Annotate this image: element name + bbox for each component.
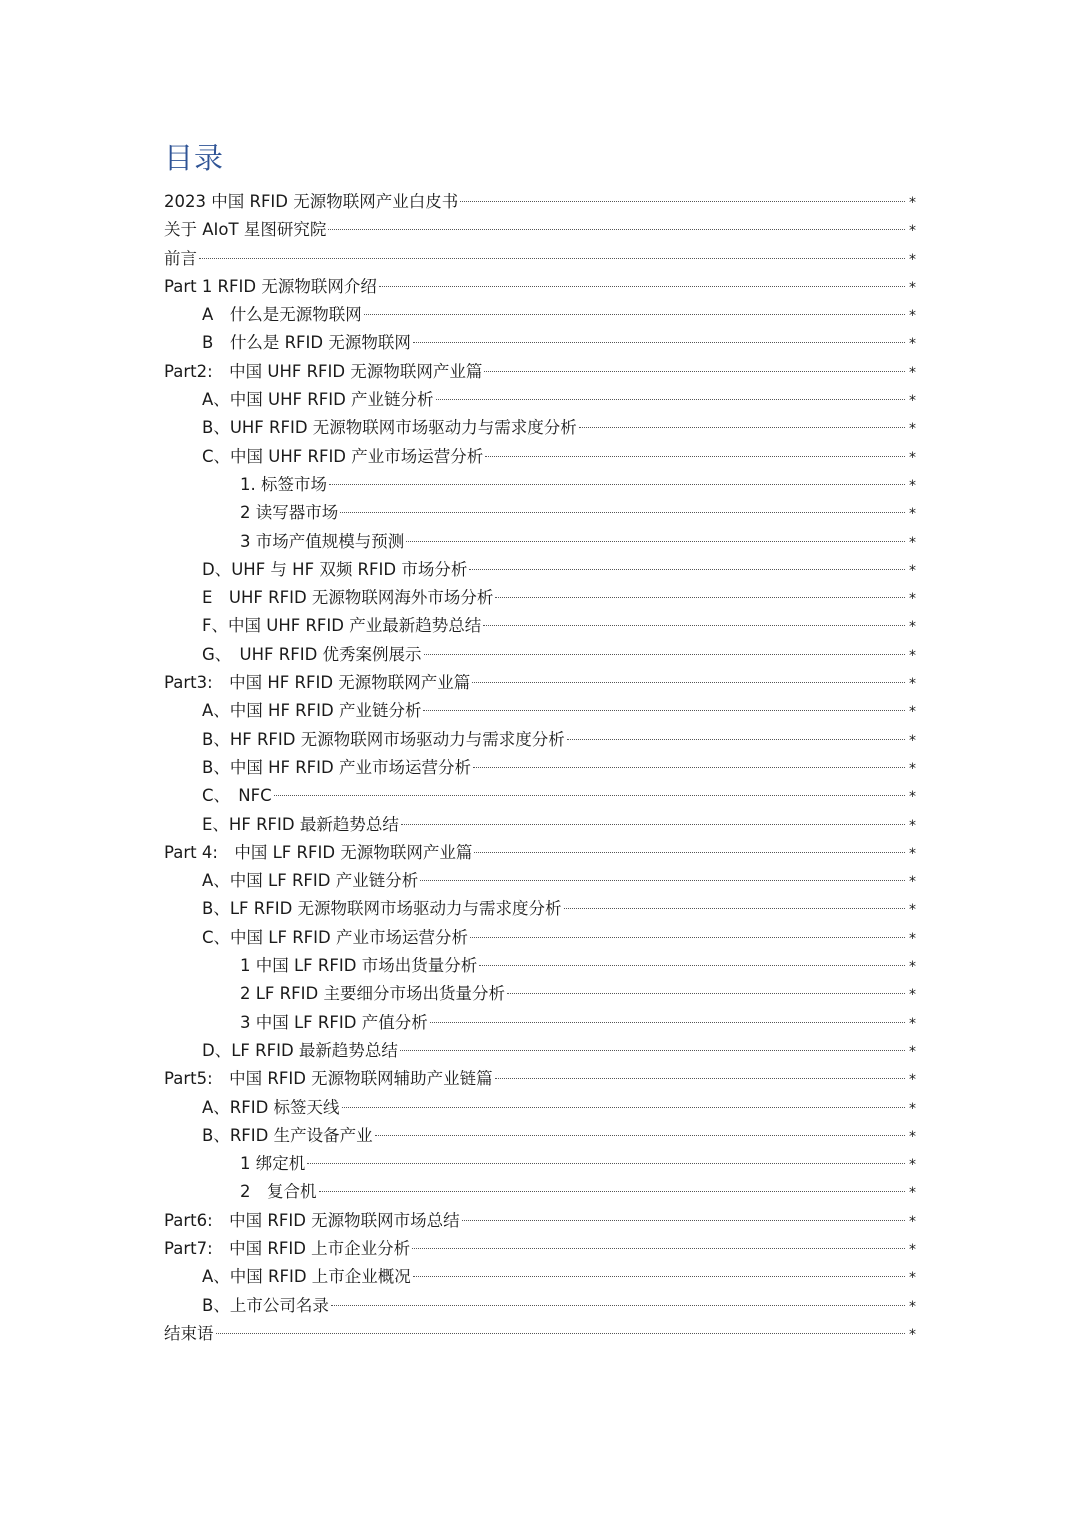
toc-dot-leader <box>329 484 905 485</box>
toc-entry[interactable] <box>164 471 916 499</box>
toc-entry-text: 关于 AIoT 星图研究院 <box>164 220 327 240</box>
toc-dot-leader <box>406 541 905 542</box>
toc-entry-text: F、中国 UHF RFID 产业最新趋势总结 <box>202 616 482 636</box>
toc-page-marker: * <box>909 987 916 1004</box>
toc-page-marker: * <box>909 1298 916 1315</box>
toc-dot-leader <box>420 880 905 881</box>
toc-page-marker: * <box>909 732 916 749</box>
toc-dot-leader <box>412 1248 905 1249</box>
toc-dot-leader <box>483 625 905 626</box>
toc-dot-leader <box>364 314 905 315</box>
toc-entry[interactable] <box>164 1207 916 1235</box>
toc-entry-text: B、HF RFID 无源物联网市场驱动力与需求度分析 <box>202 729 565 749</box>
toc-entry-text: A、中国 LF RFID 产业链分析 <box>202 871 419 891</box>
toc-page-marker: * <box>909 817 916 834</box>
toc-entry[interactable] <box>164 1122 916 1150</box>
toc-entry[interactable] <box>164 839 916 867</box>
toc-dot-leader <box>567 739 905 740</box>
toc-entry[interactable] <box>164 443 916 471</box>
toc-entry-text: D、LF RFID 最新趋势总结 <box>202 1040 398 1060</box>
toc-entry[interactable] <box>164 895 916 923</box>
toc-page-marker: * <box>909 1241 916 1258</box>
toc-entry[interactable] <box>164 867 916 895</box>
toc-entry[interactable] <box>164 414 916 442</box>
toc-entry[interactable] <box>164 1320 916 1348</box>
toc-page-marker: * <box>909 1270 916 1287</box>
toc-entry[interactable] <box>164 329 916 357</box>
toc-dot-leader <box>423 710 905 711</box>
toc-page-marker: * <box>909 534 916 551</box>
toc-page-marker: * <box>909 1326 916 1343</box>
toc-entry-text: A、中国 UHF RFID 产业链分析 <box>202 390 434 410</box>
toc-entry[interactable] <box>164 1178 916 1206</box>
toc-page-marker: * <box>909 760 916 777</box>
toc-page-marker: * <box>909 1072 916 1089</box>
toc-dot-leader <box>495 597 905 598</box>
toc-entry-text: 3 市场产值规模与预测 <box>240 531 405 551</box>
toc-entry-text: B、UHF RFID 无源物联网市场驱动力与需求度分析 <box>202 418 577 438</box>
toc-entry[interactable] <box>164 584 916 612</box>
toc-entry[interactable] <box>164 1065 916 1093</box>
toc-entry[interactable] <box>164 528 916 556</box>
toc-entry-text: Part6: 中国 RFID 无源物联网市场总结 <box>164 1210 460 1230</box>
toc-page-marker: * <box>909 223 916 240</box>
toc-dot-leader <box>470 937 905 938</box>
toc-page-marker: * <box>909 1157 916 1174</box>
toc-entry[interactable] <box>164 216 916 244</box>
toc-dot-leader <box>319 1191 906 1192</box>
toc-list <box>164 188 916 1348</box>
toc-dot-leader <box>462 1220 905 1221</box>
toc-entry[interactable] <box>164 499 916 527</box>
toc-entry[interactable] <box>164 924 916 952</box>
toc-page-marker: * <box>909 619 916 636</box>
toc-dot-leader <box>307 1163 905 1164</box>
toc-entry[interactable] <box>164 556 916 584</box>
toc-page-marker: * <box>909 959 916 976</box>
toc-page-marker: * <box>909 930 916 947</box>
toc-page-marker: * <box>909 676 916 693</box>
toc-page-marker: * <box>909 421 916 438</box>
toc-dot-leader <box>340 512 905 513</box>
toc-entry-text: B 什么是 RFID 无源物联网 <box>202 333 411 353</box>
toc-dot-leader <box>331 1305 905 1306</box>
toc-entry[interactable] <box>164 358 916 386</box>
toc-entry[interactable] <box>164 1037 916 1065</box>
toc-dot-leader <box>342 1107 905 1108</box>
toc-title: 目录 <box>164 141 225 175</box>
toc-entry-text: 结束语 <box>164 1323 214 1343</box>
toc-dot-leader <box>564 908 905 909</box>
toc-page-marker: * <box>909 562 916 579</box>
toc-entry-text: E UHF RFID 无源物联网海外市场分析 <box>202 588 494 608</box>
toc-entry[interactable] <box>164 273 916 301</box>
toc-entry-text: 1 中国 LF RFID 市场出货量分析 <box>240 956 478 976</box>
toc-entry-text: Part 1 RFID 无源物联网介绍 <box>164 276 377 296</box>
toc-entry-text: Part5: 中国 RFID 无源物联网辅助产业链篇 <box>164 1069 493 1089</box>
toc-page-marker: * <box>909 1185 916 1202</box>
toc-dot-leader <box>375 1135 905 1136</box>
toc-entry-text: 2 复合机 <box>240 1182 317 1202</box>
toc-dot-leader <box>413 342 905 343</box>
toc-entry[interactable] <box>164 811 916 839</box>
toc-entry[interactable] <box>164 1150 916 1178</box>
toc-entry-text: E、HF RFID 最新趋势总结 <box>202 814 399 834</box>
toc-entry[interactable] <box>164 1263 916 1291</box>
toc-page-marker: * <box>909 336 916 353</box>
toc-dot-leader <box>436 399 905 400</box>
toc-entry[interactable] <box>164 697 916 725</box>
toc-dot-leader <box>484 371 905 372</box>
toc-entry[interactable] <box>164 669 916 697</box>
toc-entry-text: Part 4: 中国 LF RFID 无源物联网产业篇 <box>164 842 473 862</box>
toc-dot-leader <box>469 569 905 570</box>
toc-entry-text: 2023 中国 RFID 无源物联网产业白皮书 <box>164 192 459 211</box>
toc-entry-text: A、中国 HF RFID 产业链分析 <box>202 701 422 721</box>
toc-page-marker: * <box>909 1128 916 1145</box>
toc-page-marker: * <box>909 1213 916 1230</box>
toc-entry[interactable] <box>164 1235 916 1263</box>
toc-entry[interactable] <box>164 1292 916 1320</box>
toc-entry-text: 1 绑定机 <box>240 1154 306 1174</box>
toc-entry[interactable] <box>164 641 916 669</box>
toc-dot-leader <box>328 229 905 230</box>
toc-dot-leader <box>472 682 905 683</box>
toc-dot-leader <box>473 767 905 768</box>
toc-entry[interactable] <box>164 782 916 810</box>
toc-entry-text: B、LF RFID 无源物联网市场驱动力与需求度分析 <box>202 899 562 919</box>
toc-page-marker: * <box>909 477 916 494</box>
toc-dot-leader <box>579 427 905 428</box>
toc-entry[interactable] <box>164 612 916 640</box>
toc-page-marker: * <box>909 1015 916 1032</box>
toc-entry[interactable] <box>164 1094 916 1122</box>
toc-dot-leader <box>401 824 905 825</box>
toc-dot-leader <box>274 795 905 796</box>
toc-entry[interactable] <box>164 952 916 980</box>
toc-entry[interactable] <box>164 754 916 782</box>
toc-page-marker: * <box>909 308 916 325</box>
toc-entry[interactable] <box>164 1009 916 1037</box>
toc-page-marker: * <box>909 364 916 381</box>
toc-entry[interactable] <box>164 726 916 754</box>
toc-entry-text: A、RFID 标签天线 <box>202 1097 340 1117</box>
toc-dot-leader <box>424 654 905 655</box>
toc-entry-text: Part7: 中国 RFID 上市企业分析 <box>164 1238 411 1258</box>
toc-dot-leader <box>199 258 905 259</box>
toc-dot-leader <box>479 965 905 966</box>
toc-page-marker: * <box>909 874 916 891</box>
toc-page-marker: * <box>909 845 916 862</box>
toc-entry-text: B、RFID 生产设备产业 <box>202 1125 373 1145</box>
toc-dot-leader <box>507 993 905 994</box>
toc-entry-text: 3 中国 LF RFID 产值分析 <box>240 1012 428 1032</box>
toc-entry-text: 2 LF RFID 主要细分市场出货量分析 <box>240 984 505 1004</box>
toc-entry-text: 2 读写器市场 <box>240 503 339 523</box>
toc-page-marker: * <box>909 393 916 410</box>
toc-dot-leader <box>430 1022 905 1023</box>
toc-dot-leader <box>474 852 905 853</box>
toc-entry[interactable] <box>164 980 916 1008</box>
toc-entry-text: Part3: 中国 HF RFID 无源物联网产业篇 <box>164 673 471 693</box>
toc-dot-leader <box>379 286 905 287</box>
toc-page-marker: * <box>909 1100 916 1117</box>
toc-page-marker: * <box>909 251 916 268</box>
toc-page-marker: * <box>909 449 916 466</box>
toc-page-marker: * <box>909 789 916 806</box>
toc-entry-text: C、 NFC <box>202 786 272 806</box>
toc-entry-text: D、UHF 与 HF 双频 RFID 市场分析 <box>202 559 468 579</box>
toc-page-marker: * <box>909 279 916 296</box>
toc-dot-leader <box>460 201 905 202</box>
toc-entry-text: B、上市公司名录 <box>202 1295 329 1315</box>
toc-dot-leader <box>400 1050 905 1051</box>
toc-entry-text: 前言 <box>164 248 197 268</box>
toc-entry-text: B、中国 HF RFID 产业市场运营分析 <box>202 757 471 777</box>
toc-entry[interactable] <box>164 188 916 216</box>
toc-entry-text: A、中国 RFID 上市企业概况 <box>202 1267 411 1287</box>
toc-page-marker: * <box>909 195 916 211</box>
toc-entry-text: C、中国 LF RFID 产业市场运营分析 <box>202 927 468 947</box>
toc-dot-leader <box>413 1276 905 1277</box>
toc-dot-leader <box>485 456 905 457</box>
toc-entry-text: 1. 标签市场 <box>240 474 327 494</box>
toc-page-marker: * <box>909 704 916 721</box>
toc-entry[interactable] <box>164 245 916 273</box>
toc-dot-leader <box>495 1078 905 1079</box>
toc-page-marker: * <box>909 506 916 523</box>
toc-entry-text: Part2: 中国 UHF RFID 无源物联网产业篇 <box>164 361 483 381</box>
toc-entry[interactable] <box>164 301 916 329</box>
toc-dot-leader <box>216 1333 906 1334</box>
toc-page-marker: * <box>909 902 916 919</box>
toc-page-marker: * <box>909 591 916 608</box>
toc-page-marker: * <box>909 1043 916 1060</box>
toc-entry[interactable] <box>164 386 916 414</box>
toc-entry-text: G、 UHF RFID 优秀案例展示 <box>202 644 422 664</box>
toc-entry-text: A 什么是无源物联网 <box>202 305 362 325</box>
toc-page-marker: * <box>909 647 916 664</box>
toc-entry-text: C、中国 UHF RFID 产业市场运营分析 <box>202 446 484 466</box>
